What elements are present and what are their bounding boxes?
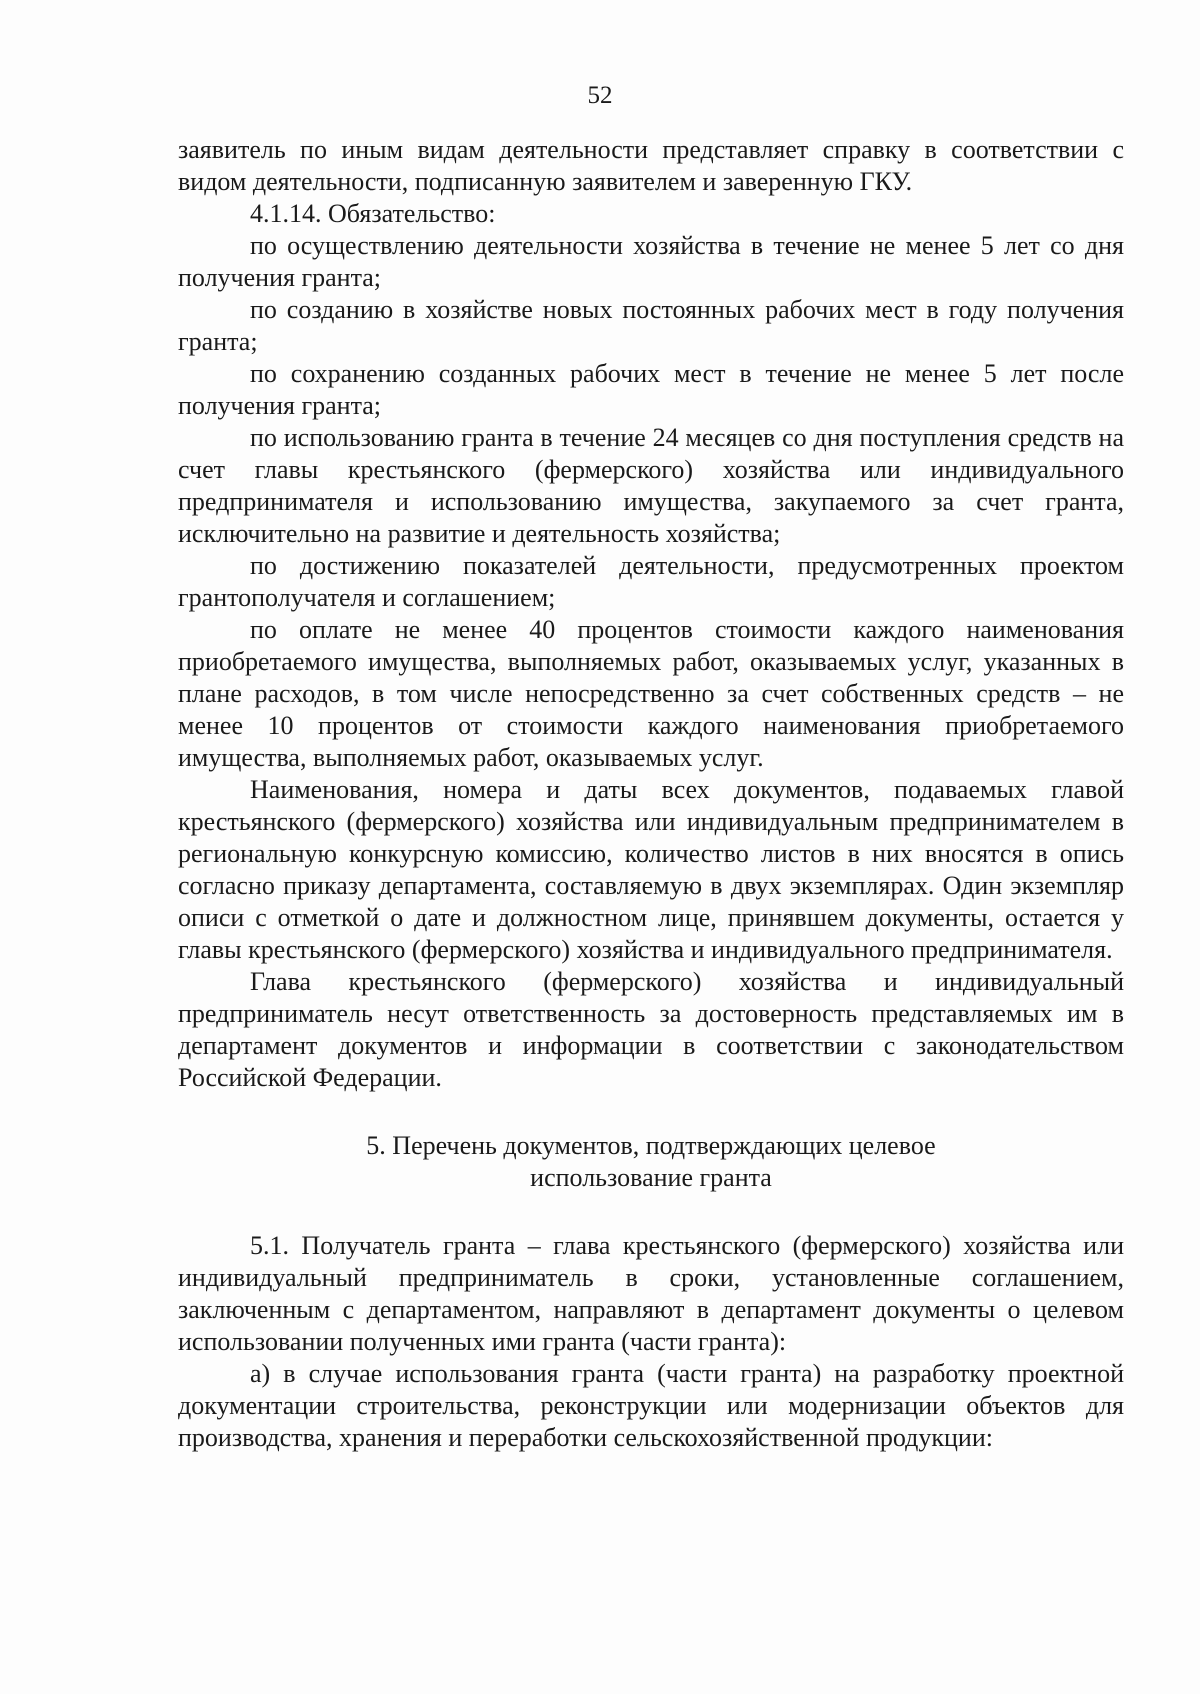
paragraph: 4.1.14. Обязательство: <box>250 199 496 228</box>
paragraph: Наименования, номера и даты всех документов, подаваемых главой крестьянского (фермерского) хозяйства или индивидуальным предпринимателем в региональную конкурсную комиссию, количество листов в них вносятся в опись согласно приказу департамента, составляемую в двух экземплярах. Один экземпляр описи с отметкой о дате и должностном лице, принявшем документы, остается у главы крестьянского (фермерского) хозяйства и индивидуального предпринимателя. <box>178 775 1124 964</box>
section-heading <box>178 1130 1124 1194</box>
section-heading-line2: использование гранта <box>530 1163 772 1192</box>
paragraph: по созданию в хозяйстве новых постоянных рабочих мест в году получения гранта; <box>178 295 1124 356</box>
paragraph: по сохранению созданных рабочих мест в течение не менее 5 лет после получения гранта; <box>178 359 1124 420</box>
document-body <box>178 134 1124 1454</box>
paragraph: по достижению показателей деятельности, предусмотренных проектом грантополучателя и соглашением; <box>178 551 1124 612</box>
paragraph: по использованию гранта в течение 24 месяцев со дня поступления средств на счет главы крестьянского (фермерского) хозяйства или индивидуального предпринимателя и использованию имущества, закупаемого за счет гранта, исключительно на развитие и деятельность хозяйства; <box>178 423 1124 548</box>
page-number: 52 <box>587 82 613 109</box>
paragraph: а) в случае использования гранта (части гранта) на разработку проектной документации строительства, реконструкции или модернизации объектов для производства, хранения и переработки сельскохозяйственной продукции: <box>178 1359 1124 1452</box>
paragraph: 5.1. Получатель гранта – глава крестьянского (фермерского) хозяйства или индивидуальный предприниматель в сроки, установленные соглашением, заключенным с департаментом, направляют в департамент документы о целевом использовании полученных ими гранта (части гранта): <box>178 1231 1124 1356</box>
section-heading-line1: 5. Перечень документов, подтверждающих целевое <box>366 1131 936 1160</box>
paragraph: Глава крестьянского (фермерского) хозяйства и индивидуальный предприниматель несут ответственность за достоверность представляемых им в департамент документов и информации в соответствии с законодательством Российской Федерации. <box>178 967 1124 1092</box>
paragraph: заявитель по иным видам деятельности представляет справку в соответствии с видом деятельности, подписанную заявителем и заверенную ГКУ. <box>178 135 1124 196</box>
paragraphs-after <box>178 1230 1124 1454</box>
paragraph: по оплате не менее 40 процентов стоимости каждого наименования приобретаемого имущества, выполняемых работ, оказываемых услуг, указанных в плане расходов, в том числе непосредственно за счет собственных средств – не менее 10 процентов от стоимости каждого наименования приобретаемого имущества, выполняемых работ, оказываемых услуг. <box>178 615 1124 772</box>
paragraphs-before <box>178 134 1124 1094</box>
paragraph: по осуществлению деятельности хозяйства в течение не менее 5 лет со дня получения гранта; <box>178 231 1124 292</box>
